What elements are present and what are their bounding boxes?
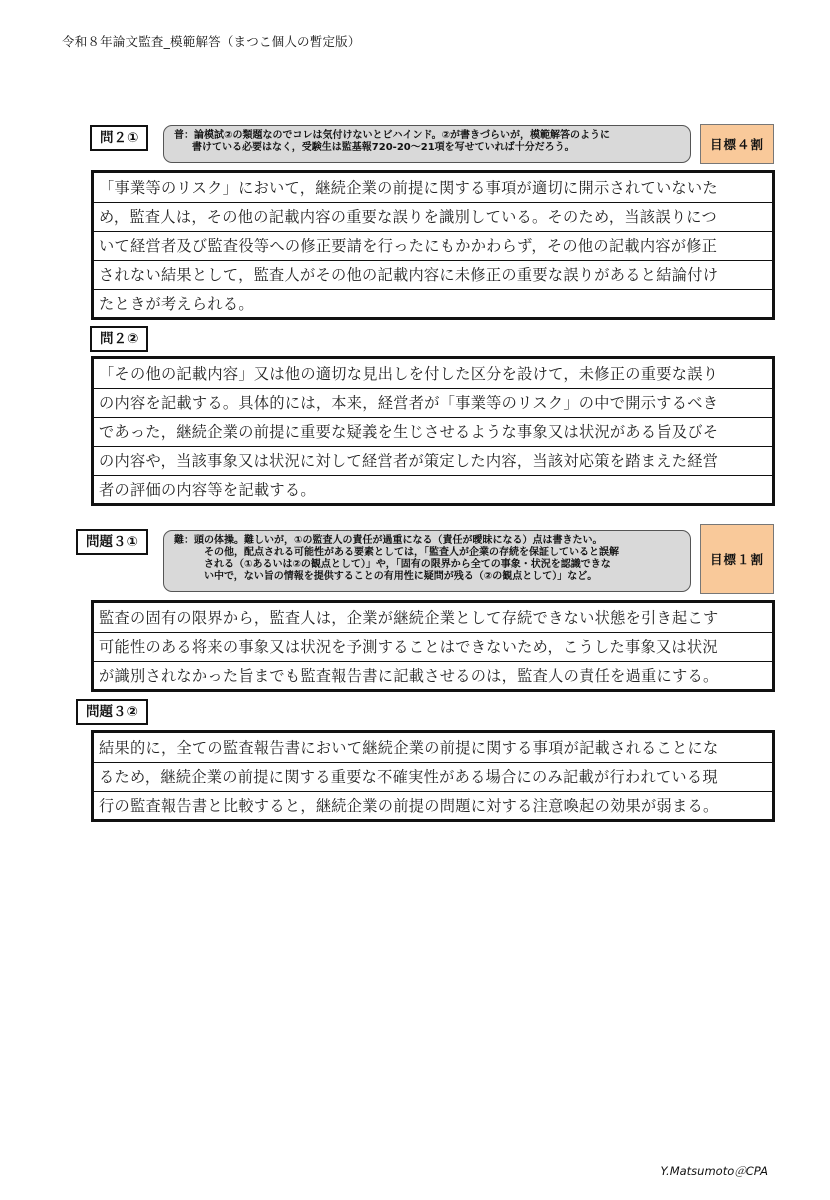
comment-box-q2-1 (163, 125, 691, 163)
comment-line: 普：論模試②の類題なのでコレは気付けないとビハインド。②が書きづらいが，模範解答のように (174, 130, 611, 141)
question-label-q3-2: 問題３② (76, 699, 148, 725)
answer-line: 可能性のある将来の事象又は状況を予測することはできないため，こうした事象又は状況 (99, 638, 718, 656)
answer-box-q3-1 (91, 600, 775, 692)
answer-line: いて経営者及び監査役等への修正要請を行ったにもかかわらず，その他の記載内容が修正 (99, 237, 718, 255)
answer-line: されない結果として，監査人がその他の記載内容に未修正の重要な誤りがあると結論付け (99, 266, 719, 284)
answer-line: 「事業等のリスク」において，継続企業の前提に関する事項が適切に開示されていないた (99, 179, 718, 197)
answer-line: 者の評価の内容等を記載する。 (99, 481, 316, 499)
answer-box-q2-2 (91, 356, 775, 506)
answer-line: 監査の固有の限界から，監査人は，企業が継続企業として存続できない状態を引き起こす (99, 609, 719, 627)
comment-line: い中で，ない旨の情報を提供することの有用性に疑問が残る（②の観点として）」など。 (204, 571, 598, 582)
answer-line: るため，継続企業の前提に関する重要な不確実性がある場合にのみ記載が行われている現 (99, 768, 718, 786)
target-badge-q3-1: 目標１割 (700, 524, 774, 594)
answer-box-q3-2 (91, 730, 775, 822)
answer-line: であった，継続企業の前提に重要な疑義を生じさせるような事象又は状況がある旨及びそ (99, 423, 719, 441)
question-label-q2-2: 問２② (90, 326, 148, 352)
answer-line: 結果的に，全ての監査報告書において継続企業の前提に関する事項が記載されることにな (99, 739, 719, 757)
answer-line: の内容や，当該事象又は状況に対して経営者が策定した内容，当該対応策を踏まえた経営 (99, 452, 719, 470)
comment-line: 難：頭の体操。難しいが，①の監査人の責任が過重になる（責任が曖昧になる）点は書きたい。 (174, 535, 603, 546)
question-label-q3-1: 問題３① (76, 529, 148, 555)
answer-line: たときが考えられる。 (99, 295, 254, 313)
answer-line: め，監査人は，その他の記載内容の重要な誤りを識別している。そのため，当該誤りにつ (99, 208, 717, 226)
question-label-q2-1: 問２① (90, 125, 148, 151)
page-footer-author: Y.Matsumoto＠CPA (660, 1164, 768, 1178)
comment-line: される（①あるいは②の観点として）」や，「固有の限界から全ての事象・状況を認識できな (204, 559, 611, 570)
answer-line: の内容を記載する。具体的には，本来，経営者が「事業等のリスク」の中で開示するべき (99, 394, 719, 412)
target-badge-q2-1: 目標４割 (700, 124, 774, 164)
comment-line: その他，配点される可能性がある要素としては，「監査人が企業の存続を保証していると誤解 (204, 547, 619, 558)
answer-line: が識別されなかった旨までも監査報告書に記載させるのは，監査人の責任を過重にする。 (99, 667, 719, 685)
comment-line: 書けている必要はなく，受験生は監基報720-20～21項を写せていれば十分だろう。 (192, 142, 575, 153)
answer-box-q2-1 (91, 170, 775, 320)
answer-line: 「その他の記載内容」又は他の適切な見出しを付した区分を設けて，未修正の重要な誤り (99, 365, 719, 383)
answer-line: 行の監査報告書と比較すると，継続企業の前提の問題に対する注意喚起の効果が弱まる。 (99, 797, 719, 815)
page-header-title: 令和８年論文監査_模範解答（まつこ個人の暫定版） (62, 34, 361, 49)
comment-box-q3-1 (163, 530, 691, 592)
